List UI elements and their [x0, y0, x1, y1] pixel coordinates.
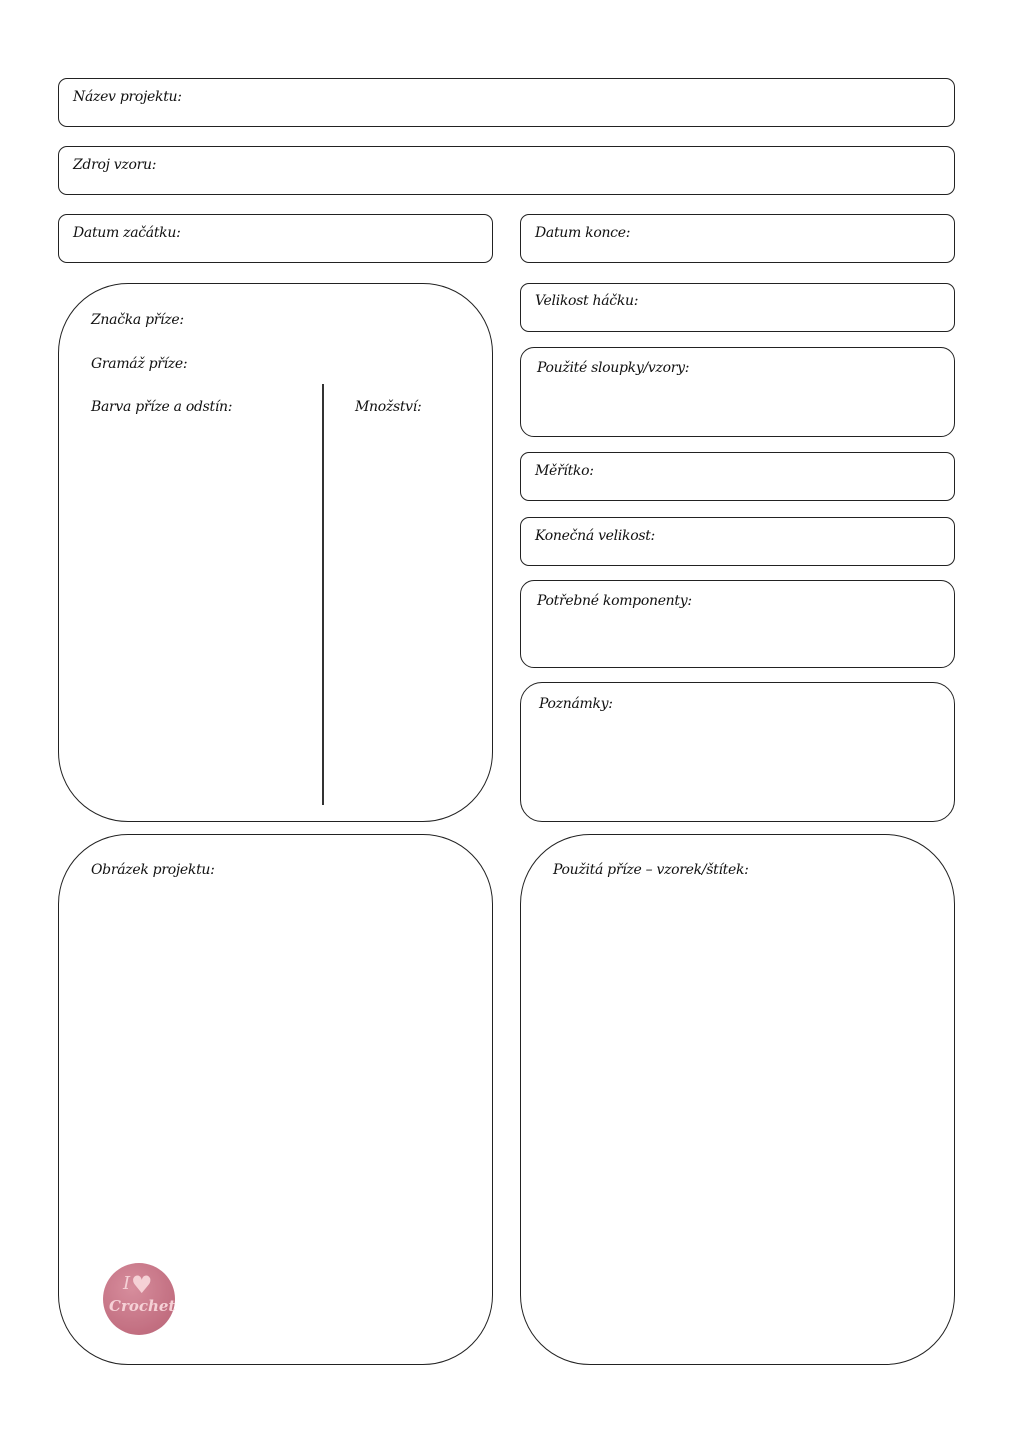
- components-needed-field[interactable]: [520, 580, 955, 668]
- yarn-brand-label: Značka příze:: [91, 312, 184, 328]
- start-date-label: Datum začátku:: [73, 225, 181, 241]
- gauge-field[interactable]: [520, 452, 955, 501]
- yarn-quantity-label: Množství:: [355, 399, 422, 415]
- project-name-field[interactable]: [58, 78, 955, 127]
- end-date-field[interactable]: [520, 214, 955, 263]
- heart-icon: ♥: [131, 1271, 153, 1299]
- yarn-color-label: Barva příze a odstín:: [91, 399, 233, 415]
- yarn-weight-label: Gramáž příze:: [91, 356, 188, 372]
- final-size-field[interactable]: [520, 517, 955, 566]
- yarn-sample-label: Použitá příze – vzorek/štítek:: [553, 862, 749, 878]
- start-date-field[interactable]: [58, 214, 493, 263]
- pattern-source-label: Zdroj vzoru:: [73, 157, 157, 173]
- final-size-label: Konečná velikost:: [535, 528, 655, 544]
- crochet-logo: I ♥ Crochet: [103, 1263, 175, 1335]
- hook-size-label: Velikost háčku:: [535, 293, 639, 309]
- project-image-panel[interactable]: [58, 834, 493, 1365]
- gauge-label: Měřítko:: [535, 463, 594, 479]
- project-image-label: Obrázek projektu:: [91, 862, 215, 878]
- notes-label: Poznámky:: [539, 696, 613, 712]
- end-date-label: Datum konce:: [535, 225, 631, 241]
- notes-field[interactable]: [520, 682, 955, 822]
- pattern-source-field[interactable]: [58, 146, 955, 195]
- stitches-used-field[interactable]: [520, 347, 955, 437]
- yarn-sample-panel[interactable]: [520, 834, 955, 1365]
- yarn-panel: [58, 283, 493, 822]
- project-name-label: Název projektu:: [73, 89, 182, 105]
- stitches-used-label: Použité sloupky/vzory:: [537, 360, 690, 376]
- components-needed-label: Potřebné komponenty:: [537, 593, 692, 609]
- hook-size-field[interactable]: [520, 283, 955, 332]
- column-divider: [322, 384, 324, 805]
